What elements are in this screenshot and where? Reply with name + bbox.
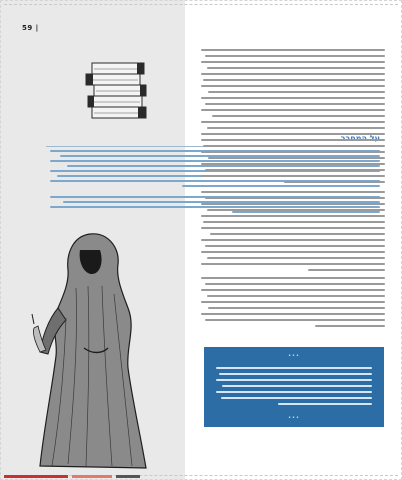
callout-text: [216, 367, 372, 409]
body-paragraph-2: [201, 191, 385, 275]
callout-box: [204, 347, 384, 427]
page-number: 59 |: [22, 24, 39, 32]
body-paragraph-3: [201, 277, 385, 331]
footer-dark-bar: [116, 475, 140, 478]
callout-ornament-bottom: •••: [288, 415, 300, 421]
body-paragraph-1: [201, 49, 385, 187]
top-crop-line: [4, 4, 398, 5]
footer-red-bar: [4, 475, 68, 478]
footer-light-red-bar: [72, 475, 112, 478]
stack-of-books-icon: [82, 55, 154, 123]
callout-ornament-top: •••: [288, 353, 300, 359]
hooded-figure-illustration: [28, 228, 163, 476]
